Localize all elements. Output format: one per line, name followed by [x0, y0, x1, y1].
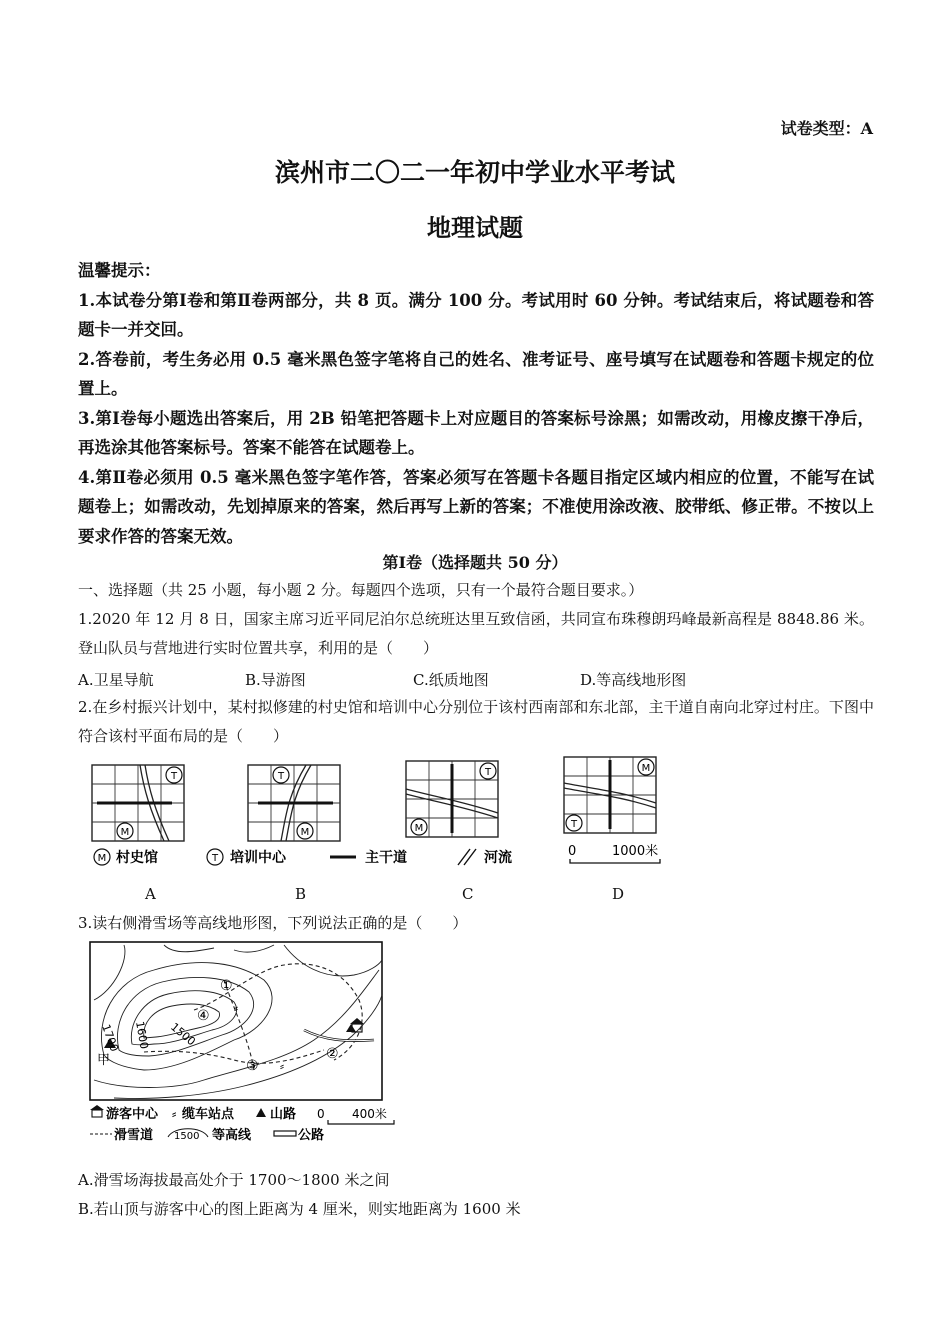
- q3-figure: [84, 940, 404, 1145]
- legend-scale-zero: 0: [568, 844, 577, 859]
- legend-road-label: 主干道: [365, 850, 407, 866]
- panel-c: [406, 761, 498, 837]
- legend-river-line: [464, 849, 476, 865]
- exam-title: 滨州市二〇二一年初中学业水平考试: [274, 158, 675, 187]
- figure-label-d: D: [612, 885, 625, 903]
- panel-a-training-symbol: T: [170, 771, 178, 782]
- legend-scale-value: 400米: [352, 1107, 387, 1121]
- legend-training-symbol: T: [211, 853, 219, 864]
- legend-cable-icon: ⸗: [172, 1107, 177, 1122]
- figure-label-c: C: [462, 885, 474, 903]
- panel-d-museum-symbol: M: [641, 763, 651, 774]
- instruction-item: 4.第Ⅱ卷必须用 0.5 毫米黑色签字笔作答，答案必须写在答题卡各题目指定区域内相应的位置，不能写在试题卷上；如需改动，先划掉原来的答案，然后再写上新的答案；不准使用涂改液、胶带纸、修正带。不按以上要求作答的答案无效。: [78, 467, 874, 546]
- q1-option-a: A.卫星导航: [78, 671, 154, 689]
- marker-3: ③: [246, 1058, 259, 1074]
- cable-station-icon: ⸗: [280, 1059, 284, 1073]
- cable-station-icon: ⸗: [234, 1001, 238, 1015]
- instruction-item: 1.本试卷分第Ⅰ卷和第Ⅱ卷两部分，共 8 页。满分 100 分。考试用时 60 分钟。考试结束后，将试题卷和答题卡一并交回。: [78, 290, 874, 339]
- legend-mountain-road-icon: [256, 1108, 266, 1117]
- panel-c-training-symbol: T: [484, 767, 492, 778]
- legend-highway-label: 公路: [298, 1128, 325, 1143]
- legend-visitor-center-icon: [92, 1110, 102, 1117]
- legend-training-label: 培训中心: [230, 850, 286, 866]
- legend-scale-value: 1000米: [612, 844, 659, 859]
- question-3-stem: 3.读右侧滑雪场等高线地形图，下列说法正确的是（ ）: [78, 914, 468, 932]
- marker-2: ②: [326, 1046, 339, 1062]
- paper-type: 试卷类型：A: [780, 119, 873, 138]
- legend-river-label: 河流: [484, 850, 512, 866]
- legend-contour-value: 1500: [174, 1131, 200, 1142]
- legend-ski-run-label: 滑雪道: [114, 1128, 154, 1143]
- legend-scale-zero: 0: [317, 1107, 325, 1121]
- legend-cable-label: 缆车站点: [182, 1107, 235, 1122]
- scale-bar: [570, 859, 660, 863]
- contour-label-1500: 1500: [168, 1020, 198, 1049]
- panel-d: [564, 757, 656, 833]
- panel-d-training-symbol: T: [570, 819, 578, 830]
- legend-contour-label: 等高线: [212, 1128, 252, 1143]
- figure-label-a: A: [145, 885, 156, 903]
- panel-b-museum-symbol: M: [300, 827, 310, 838]
- legend-visitor-center-roof-icon: [90, 1105, 104, 1110]
- mountain-icon: [346, 1024, 356, 1032]
- instruction-item: 3.第Ⅰ卷每小题选出答案后，用 2B 铅笔把答题卡上对应题目的答案标号涂黑；如需改动，用橡皮擦干净后，再选涂其他答案标号。答案不能答在试题卷上。: [78, 408, 874, 457]
- figure-label-b: B: [295, 885, 307, 903]
- legend-mountain-road-label: 山路: [270, 1107, 297, 1122]
- village-layout-diagram: [80, 755, 680, 873]
- panel-b-training-symbol: T: [277, 771, 285, 782]
- marker-1: ①: [220, 978, 233, 994]
- legend-museum-label: 村史馆: [116, 850, 158, 866]
- marker-4: ④: [197, 1008, 210, 1024]
- panel-a-museum-symbol: M: [120, 827, 130, 838]
- section-instruction: 一、选择题（共 25 小题，每小题 2 分。每题四个选项，只有一个最符合题目要求。）: [78, 581, 644, 599]
- contour-label-1700: 1700: [99, 1022, 121, 1054]
- instructions-block: [78, 256, 874, 551]
- legend-museum-symbol: M: [97, 853, 107, 864]
- legend-visitor-center-label: 游客中心: [106, 1107, 159, 1122]
- q3-option-b: B.若山顶与游客中心的图上距离为 4 厘米，则实地距离为 1600 米: [78, 1200, 521, 1218]
- q1-option-d: D.等高线地形图: [580, 671, 687, 689]
- contour-label-1600: 1600: [133, 1020, 151, 1051]
- q2-legend: [94, 843, 660, 866]
- q1-option-b: B.导游图: [245, 671, 306, 689]
- legend-highway-line: [274, 1131, 296, 1136]
- q2-figure: [80, 755, 680, 873]
- question-1-stem: 1.2020 年 12 月 8 日，国家主席习近平同尼泊尔总统班达里互致信函，共同宣布珠穆朗玛峰最新高程是 8848.86 米。登山队员与营地进行实时位置共享，利用的是（ ）: [78, 610, 874, 657]
- instruction-item: 2.答卷前，考生务必用 0.5 毫米黑色签字笔将自己的姓名、准考证号、座号填写在试题卷和答题卡规定的位置上。: [78, 349, 874, 398]
- legend-river-line: [458, 849, 470, 865]
- instructions-heading: 温馨提示：: [78, 261, 161, 280]
- q1-option-c: C.纸质地图: [413, 671, 489, 689]
- panel-a: [92, 765, 184, 841]
- panel-b: [248, 765, 340, 841]
- exam-subtitle: 地理试题: [427, 213, 523, 242]
- panel-c-museum-symbol: M: [414, 823, 424, 834]
- ski-resort-contour-map: [84, 940, 404, 1145]
- question-2-stem: 2.在乡村振兴计划中，某村拟修建的村史馆和培训中心分别位于该村西南部和东北部，主干道自南向北穿过村庄。下图中符合该村平面布局的是（ ）: [78, 698, 874, 745]
- peak-label: 甲: [97, 1053, 111, 1068]
- q3-legend: [90, 1105, 394, 1143]
- section-title: 第Ⅰ卷（选择题共 50 分）: [382, 553, 568, 572]
- q3-option-a: A.滑雪场海拔最高处介于 1700～1800 米之间: [78, 1171, 390, 1189]
